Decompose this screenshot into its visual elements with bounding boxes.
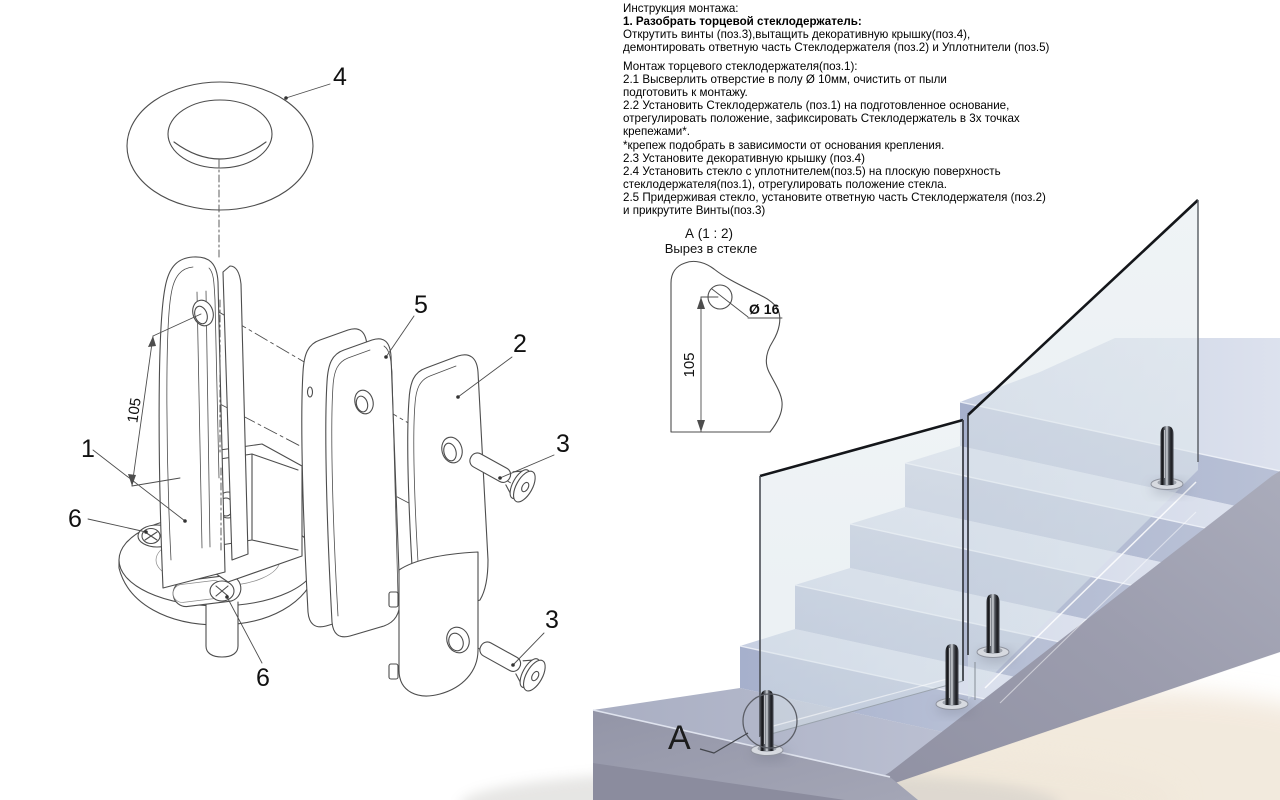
glass-panel-lower xyxy=(760,420,963,737)
part-gaskets xyxy=(302,329,400,637)
callout-3-lower: 3 xyxy=(545,606,559,634)
section2-line: 2.3 Установите декоративную крышку (поз.4) xyxy=(623,151,865,165)
detail-view-a xyxy=(665,226,782,432)
dim-105-label: 105 xyxy=(124,396,145,424)
stair-render xyxy=(460,200,1280,800)
callout-1: 1 xyxy=(81,435,95,463)
callout-5: 5 xyxy=(414,291,428,319)
section2-line: 2.4 Установить стекло с уплотнителем(поз.5) на плоскую поверхность xyxy=(623,164,1001,178)
exploded-view xyxy=(68,63,570,696)
section2-line: стеклодержателя(поз.1), отрегулировать положение стекла. xyxy=(623,178,947,192)
callout-4: 4 xyxy=(333,63,347,91)
part-decorative-cover xyxy=(127,82,313,210)
step1-line: Открутить винты (поз.3),вытащить декоративную крышку(поз.4), xyxy=(623,28,971,42)
callout-3-upper: 3 xyxy=(556,430,570,458)
part-screw-lower xyxy=(473,631,550,694)
detail-a-label: А xyxy=(668,719,691,757)
section2-line: 2.1 Высверлить отверстие в полу Ø 10мм, очистить от пыли xyxy=(623,72,947,86)
section2-line: крепежами*. xyxy=(623,125,690,139)
section2-line: и прикрутите Винты(поз.3) xyxy=(623,204,766,218)
section2-line: подготовить к монтажу. xyxy=(623,85,748,99)
diameter-label: Ø 16 xyxy=(749,301,780,317)
section2-line: отрегулировать положение, зафиксировать Стеклодержатель в 3х точках xyxy=(623,112,1020,126)
section2-line: *крепеж подобрать в зависимости от основания крепления. xyxy=(623,138,945,152)
step1-line: демонтировать ответную часть Стеклодержателя (поз.2) и Уплотнители (поз.5) xyxy=(623,41,1050,55)
instructions-title: Инструкция монтажа: xyxy=(623,2,739,15)
callout-6-left: 6 xyxy=(68,505,82,533)
detail-dim-105-label: 105 xyxy=(681,352,698,378)
detail-title: А (1 : 2) xyxy=(684,226,734,241)
part-holder-body xyxy=(119,257,317,657)
detail-subtitle: Вырез в стекле xyxy=(664,241,758,256)
section2-line: 2.2 Установить Стеклодержатель (поз.1) на подготовленное основание, xyxy=(623,99,1010,113)
section2-title: Монтаж торцевого стеклодержателя(поз.1): xyxy=(623,59,858,73)
step1-title: 1. Разобрать торцевой стеклодержатель: xyxy=(623,15,862,29)
callout-6-bottom: 6 xyxy=(256,664,270,692)
part-counter-cover xyxy=(389,355,488,696)
installation-instructions xyxy=(623,2,1163,218)
callout-2: 2 xyxy=(513,330,527,358)
section2-line: 2.5 Придерживая стекло, установите ответную часть Стеклодержателя (поз.2) xyxy=(623,191,1046,205)
